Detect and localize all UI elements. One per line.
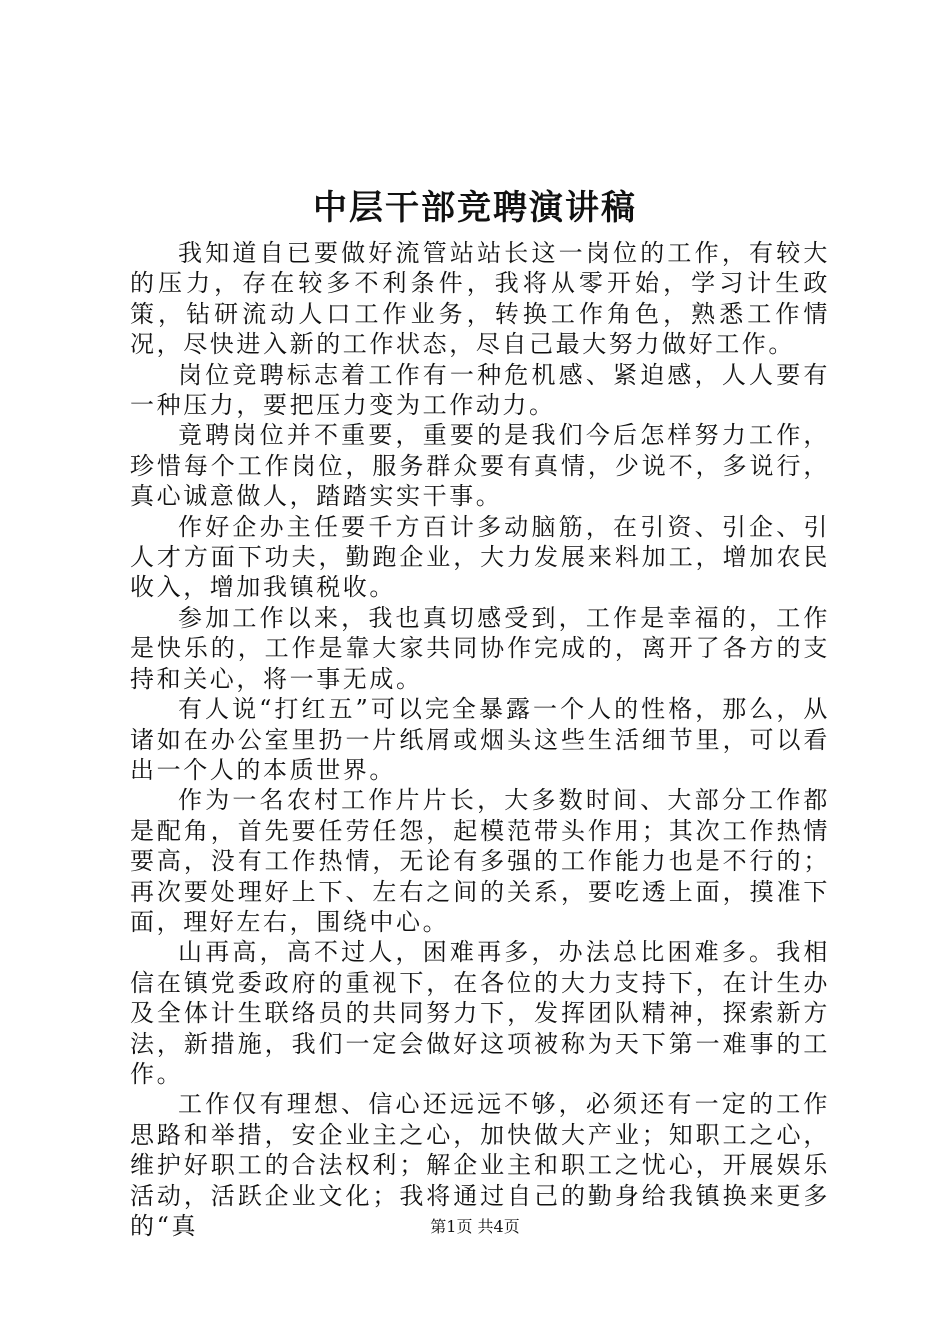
paragraph-2: 岗位竞聘标志着工作有一种危机感、紧迫感，人人要有一种压力，要把压力变为工作动力。 (130, 360, 830, 420)
page-number-footer: 第1页 共4页 (430, 1217, 520, 1236)
paragraph-3: 竟聘岗位并不重要，重要的是我们今后怎样努力工作，珍惜每个工作岗位，服务群众要有真情，少说不，多说行，真心诚意做人，踏踏实实干事。 (130, 421, 830, 511)
paragraph-1: 我知道自已要做好流管站站长这一岗位的工作，有较大的压力，存在较多不利条件，我将从零开始，学习计生政策，钻研流动人口工作业务，转换工作角色，熟悉工作情况，尽快进入新的工作状态，尽自己最大努力做好工作。 (130, 239, 830, 359)
paragraph-4: 作好企办主任要千方百计多动脑筋，在引资、引企、引人才方面下功夫，勤跑企业，大力发展来料加工，增加农民收入，增加我镇税收。 (130, 512, 830, 602)
paragraph-7: 作为一名农村工作片片长，大多数时间、大部分工作都是配角，首先要任劳任怨，起模范带头作用；其次工作热情要高，没有工作热情，无论有多强的工作能力也是不行的；再次要处理好上下、左右之间的关系，要吃透上面，摸准下面，理好左右，围绕中心。 (130, 786, 830, 936)
paragraph-5: 参加工作以来，我也真切感受到，工作是幸福的，工作是快乐的，工作是靠大家共同协作完成的，离开了各方的支持和关心，将一事无成。 (130, 603, 830, 693)
paragraph-6: 有人说“打红五”可以完全暴露一个人的性格，那么，从诸如在办公室里扔一片纸屑或烟头这些生活细节里，可以看出一个人的本质世界。 (130, 695, 830, 784)
document-title: 中层干部竞聘演讲稿 (313, 188, 637, 228)
paragraph-9: 工作仅有理想、信心还远远不够，必须还有一定的工作思路和举措，安企业主之心，加快做大产业；知职工之心，维护好职工的合法权利；解企业主和职工之忧心，开展娱乐活动，活跃企业文化；我将通过自己的勤身给我镇换来更多的“真 (130, 1090, 830, 1240)
document-body (130, 238, 830, 1241)
paragraph-8: 山再高，高不过人，困难再多，办法总比困难多。我相信在镇党委政府的重视下，在各位的大力支持下，在计生办及全体计生联络员的共同努力下，发挥团队精神，探索新方法，新措施，我们一定会做好这项被称为天下第一难事的工作。 (130, 938, 830, 1088)
